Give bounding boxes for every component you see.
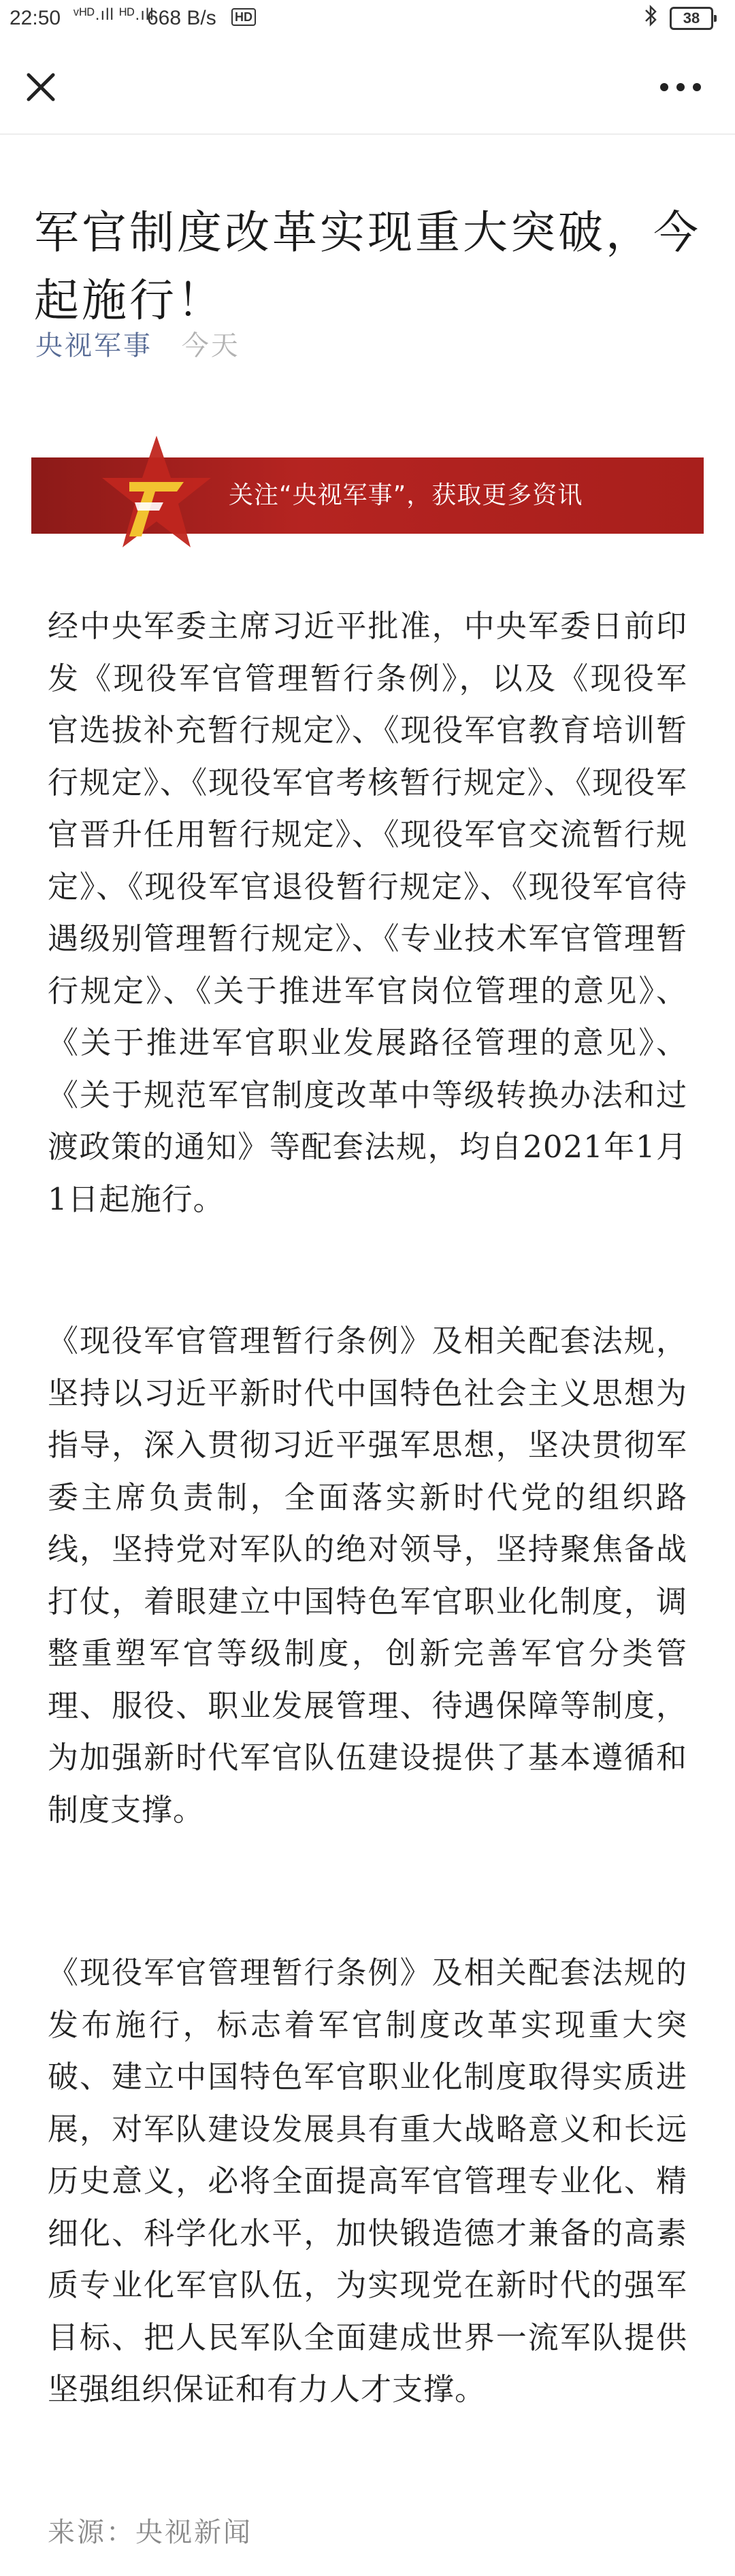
star-logo-icon: [102, 434, 211, 550]
nav-divider: [0, 133, 735, 135]
status-time: 22:50: [10, 7, 61, 29]
banner-text: 关注“央视军事”，获取更多资讯: [229, 481, 583, 509]
footer-source: 来源：央视新闻: [48, 2517, 252, 2548]
more-icon[interactable]: [653, 67, 708, 108]
hd-badge: HD: [231, 8, 256, 26]
paragraph-3: 《现役军官管理暂行条例》及相关配套法规的发布施行，标志着军官制度改革实现重大突破、建立中国特色军官职业化制度取得实质进展，对军队建设发展具有重大战略意义和长远历史意义，必将全面提高军官管理专业化、精细化、科学化水平，加快锻造德才兼备的高素质专业化军官队伍，为实现党在新时代的强军目标、把人民军队全面建成世界一流军队提供坚强组织保证和有力人才支撑。: [48, 1954, 687, 2407]
paragraph-2: 《现役军官管理暂行条例》及相关配套法规，坚持以习近平新时代中国特色社会主义思想为指导，深入贯彻习近平强军思想，坚决贯彻军委主席负责制，全面落实新时代党的组织路线，坚持党对军队的绝对领导，坚持聚焦备战打仗，着眼建立中国特色军官职业化制度，调整重塑军官等级制度，创新完善军官分类管理、服役、职业发展管理、待遇保障等制度，为加强新时代军官队伍建设提供了基本遵循和制度支撑。: [48, 1323, 687, 1828]
publish-date: 今天: [181, 330, 240, 361]
nav-bar: [0, 41, 735, 133]
bluetooth-icon: [644, 4, 659, 33]
close-icon[interactable]: [20, 67, 61, 108]
paragraph-1: 经中央军委主席习近平批准，中央军委日前印发《现役军官管理暂行条例》，以及《现役军官选拔补充暂行规定》、《现役军官教育培训暂行规定》、《现役军官考核暂行规定》、《现役军官晋升任用暂行规定》、《现役军官交流暂行规定》、《现役军官退役暂行规定》、《现役军官待遇级别管理暂行规定》、《专业技术军官管理暂行规定》、《关于推进军官岗位管理的意见》、《关于推进军官职业发展路径管理的意见》、《关于规范军官制度改革中等级转换办法和过渡政策的通知》等配套法规，均自2021年1月1日起施行。: [48, 608, 687, 1217]
article-meta: [35, 327, 240, 365]
article-title: 军官制度改革实现重大突破，今起施行！: [34, 206, 701, 327]
signal-icon: ᵛᴴᴰ.ıll ᴴᴰ.ıll: [74, 5, 154, 24]
follow-banner[interactable]: [31, 457, 704, 534]
status-bar: [0, 0, 735, 41]
battery-indicator: 38: [670, 7, 713, 30]
account-link[interactable]: 央视军事: [35, 330, 152, 361]
network-speed: 668 B/s: [147, 7, 216, 29]
